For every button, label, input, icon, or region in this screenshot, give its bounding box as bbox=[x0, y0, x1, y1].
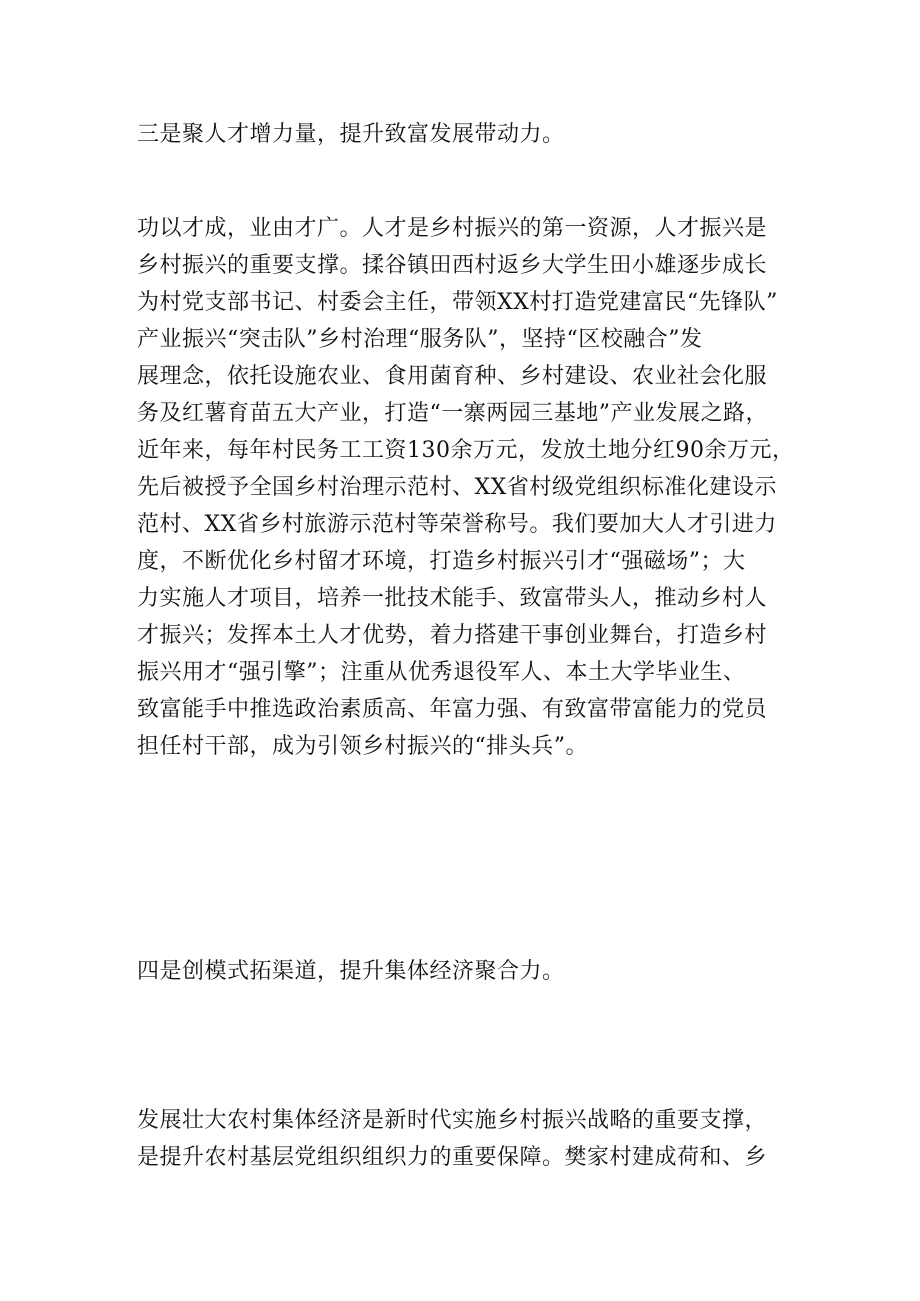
paragraph-line: 担任村干部，成为引领乡村振兴的“排头兵”。 bbox=[137, 734, 588, 759]
paragraph-line: 发展壮大农村集体经济是新时代实施乡村振兴战略的重要支撑， bbox=[137, 1108, 768, 1133]
paragraph-line: 是提升农村基层党组织组织力的重要保障。樊家村建成荷和、乡 bbox=[137, 1145, 768, 1170]
paragraph-line: 才振兴；发挥本土人才优势，着力搭建干事创业舞台，打造乡村 bbox=[137, 623, 768, 648]
heading-text: 四是创模式拓渠道，提升集体经济聚合力。 bbox=[137, 959, 565, 984]
paragraph-line: 致富能手中推选政治素质高、年富力强、有致富带富能力的党员 bbox=[137, 697, 768, 722]
paragraph-collective-economy bbox=[137, 1102, 797, 1176]
paragraph-line: 功以才成，业由才广。人才是乡村振兴的第一资源，人才振兴是 bbox=[137, 216, 768, 241]
heading-text: 三是聚人才增力量，提升致富发展带动力。 bbox=[137, 122, 565, 147]
paragraph-line: 先后被授予全国乡村治理示范村、XX省村级党组织标准化建设示 bbox=[137, 475, 777, 500]
paragraph-line: 力实施人才项目，培养一批技术能手、致富带头人，推动乡村人 bbox=[137, 586, 768, 611]
paragraph-line: 近年来，每年村民务工工资130余万元，发放土地分红90余万元， bbox=[137, 438, 795, 463]
paragraph-line: 为村党支部书记、村委会主任，带领XX村打造党建富民“先锋队” bbox=[137, 290, 778, 315]
paragraph-line: 度，不断优化乡村留才环境，打造乡村振兴引才“强磁场”；大 bbox=[137, 549, 746, 574]
paragraph-line: 产业振兴“突击队”乡村治理“服务队”，坚持“区校融合”发 bbox=[137, 327, 703, 352]
paragraph-line: 范村、XX省乡村旅游示范村等荣誉称号。我们要加大人才引进力 bbox=[137, 512, 777, 537]
paragraph-talent bbox=[137, 210, 797, 765]
section-heading-4 bbox=[137, 953, 797, 990]
paragraph-line: 务及红薯育苗五大产业，打造“一寨两园三基地”产业发展之路， bbox=[137, 401, 768, 426]
paragraph-line: 振兴用才“强引擎”；注重从优秀退役军人、本土大学毕业生、 bbox=[137, 660, 746, 685]
paragraph-line: 乡村振兴的重要支撑。揉谷镇田西村返乡大学生田小雄逐步成长 bbox=[137, 253, 768, 278]
paragraph-line: 展理念，依托设施农业、食用菌育种、乡村建设、农业社会化服 bbox=[137, 364, 768, 389]
section-heading-3 bbox=[137, 116, 797, 153]
